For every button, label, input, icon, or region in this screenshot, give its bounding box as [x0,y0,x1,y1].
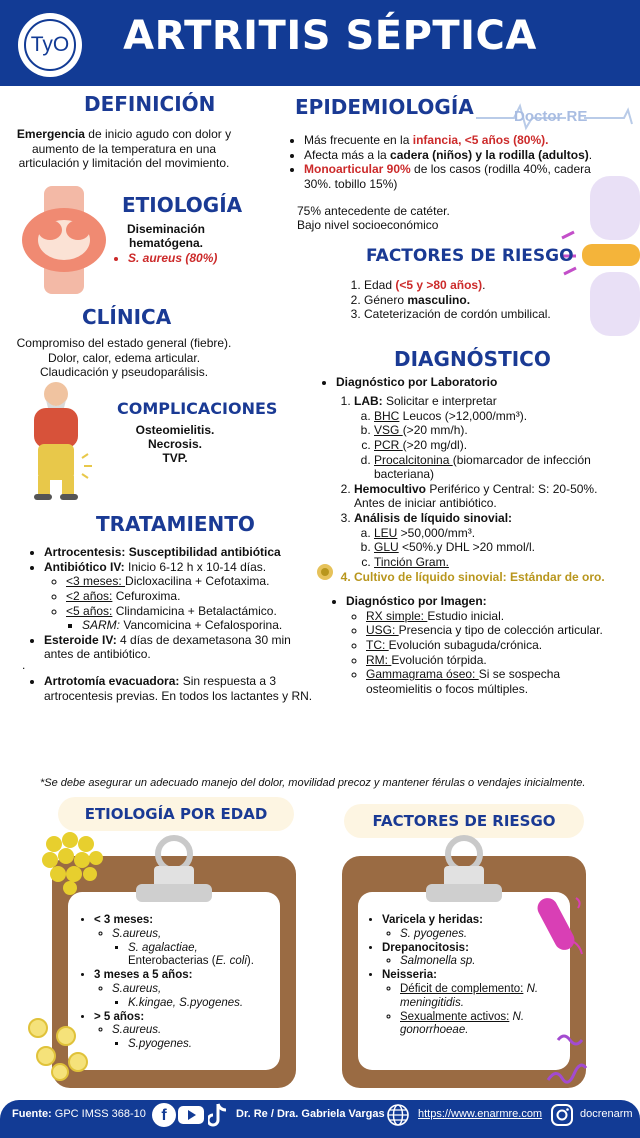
diagnostico-lab-steps [340,394,620,584]
list-item: ◦ Gammagrama óseo: Si se sospecha osteomielitis o focos múltiples. [366,667,628,696]
etiologia-title: ETIOLOGÍA [122,193,243,217]
list-item: 1. LAB: Solicitar e interpretar a. BHC Leucos (>12,000/mm³). b. VSG (>20 mm/h). c. PCR (>20 mg/dl). d. Procalcitonina (biomarcador de infección bacteriana) [354,394,620,482]
clipboard-clip-icon [132,832,216,906]
footnote: *Se debe asegurar un adecuado manejo del dolor, movilidad precoz y mantener férulas o vendajes inicialmente. [40,777,586,789]
list-item: • Diagnóstico por Laboratorio [336,375,622,390]
footer-authors: Dr. Re / Dra. Gabriela Vargas [236,1108,385,1120]
definicion-title: DEFINICIÓN [84,92,216,116]
list-item: ◦ TC: Evolución subaguda/crónica. [366,638,628,653]
complicaciones-item-1: Osteomielitis. [135,423,215,437]
list-item: 1. Edad (<5 y >80 años). [364,278,580,293]
complicaciones-title: COMPLICACIONES [117,399,278,418]
list-item: • Artrocentesis: Susceptibilidad antibiótica [44,545,318,560]
complicaciones-item-3: TVP. [162,451,188,465]
epidemiologia-note-1: 75% antecedente de catéter. [297,204,450,218]
epidemiologia-title: EPIDEMIOLOGÍA [295,95,474,119]
spirochete-icon [544,1030,590,1086]
etiologia-text-1: Diseminación [126,222,206,236]
logo-text: TyO [24,19,76,71]
factores2-title: FACTORES DE RIESGO [344,804,584,838]
list-item: • Más frecuente en la infancia, <5 años (80%). [304,133,612,148]
list-item: • Varicela y heridas: ◦ S. pyogenes. [382,914,568,942]
patient-illustration [20,378,100,502]
list-item: ◦ <3 meses: Dicloxacilina + Cefotaxima. [66,574,318,589]
tratamiento-title: TRATAMIENTO [96,512,255,536]
definicion-text: Emergencia de inicio agudo con dolor y aumento de la temperatura en una articulación y limitación del movimiento. [16,127,232,171]
list-item: 2. Género masculino. [364,293,580,308]
facebook-icon[interactable]: f [152,1103,176,1127]
list-item: • > 5 años: ◦ S.aureus. ▪ S.pyogenes. [94,1011,280,1052]
epidemiologia-note-2: Bajo nivel socioeconómico [297,218,439,232]
youtube-icon[interactable] [178,1106,204,1124]
list-item: ◦ RX simple: Estudio inicial. [366,609,628,624]
list-item: • Artrotomía evacuadora: Sin respuesta a 3 artrocentesis previas. En todos los lactantes y RN. [44,674,318,703]
list-item: ▪ S.pyogenes. [128,1038,280,1052]
diagnostico-title: DIAGNÓSTICO [394,347,551,371]
list-item: • Drepanocitosis: ◦ Salmonella sp. [382,942,568,970]
factores2-list [368,914,568,1038]
list-item: ◦ <5 años: Clindamicina + Betalactámico. ▪ SARM: Vancomicina + Cefalosporina. [66,604,318,633]
diagnostico-img-list [332,594,628,696]
list-item: ◦ <2 años: Cefuroxima. [66,589,318,604]
tratamiento-list-2 [30,674,318,703]
stray-dot: . [22,658,26,672]
list-item: • 3 meses a 5 años: ◦ S.aureus, ▪ K.kingae, S.pyogenes. [94,969,280,1010]
list-item: • Antibiótico IV: Inicio 6-12 h x 10-14 días. ◦ <3 meses: Dicloxacilina + Cefotaxima. ◦ <2 años: Cefuroxima. ◦ <5 años: Clindamicina + Betalactámico. ▪ SARM: Vancomicina + Cefalosporina. [44,560,318,633]
list-item: ◦ S.aureus, ▪ K.kingae, S.pyogenes. [112,983,280,1011]
clinica-text: Compromiso del estado general (fiebre). Dolor, calor, edema articular. Claudicación y pseudoparálisis. [16,336,232,380]
list-item: ◦ Sexualmente activos: N. gonorrhoeae. [400,1011,568,1039]
list-item: ◦ S.aureus, ▪ S. agalactiae, Enterobacterias (E. coli). [112,928,280,969]
list-item: ▪ K.kingae, S.pyogenes. [128,997,280,1011]
complicaciones-item-2: Necrosis. [147,437,203,451]
page-title: ARTRITIS SÉPTICA [123,13,537,59]
tratamiento-list [30,545,318,662]
list-item: b. GLU <50%.y DHL >20 mmol/l. [374,540,620,555]
list-item: • Esteroide IV: 4 días de dexametasona 30 min antes de antibiótico. [44,633,318,662]
list-item: 3. Análisis de líquido sinovial: a. LEU >50,000/mm³. b. GLU <50%.y DHL >20 mmol/l. c. Tinción Gram. [354,511,620,570]
list-item: ◦ S.aureus. ▪ S.pyogenes. [112,1024,280,1052]
clinica-title: CLÍNICA [82,305,172,329]
list-item: d. Procalcitonina (biomarcador de infección bacteriana) [374,453,620,482]
diagnostico-lab-list [322,375,622,390]
list-item: c. PCR (>20 mg/dl). [374,438,620,453]
list-item: • S. aureus (80%) [128,251,234,266]
list-item: 4. Cultivo de líquido sinovial: Estándar de oro. [354,570,620,585]
list-item: ▪ SARM: Vancomicina + Cefalosporina. [82,618,318,633]
instagram-icon[interactable] [550,1103,574,1127]
knee-joint-illustration [14,186,114,294]
list-item: • Diagnóstico por Imagen: ◦ RX simple: Estudio inicial. ◦ USG: Presencia y tipo de colección articular. ◦ TC: Evolución subaguda/crónica. ◦ RM: Evolución tórpida. ◦ Gammagrama óseo: Si se sospecha osteomielitis o focos múltiples. [346,594,628,696]
globe-icon [386,1103,410,1127]
list-item: 3. Cateterización de cordón umbilical. [364,307,580,322]
bacteria-cluster-icon [42,830,104,896]
watermark-text: Doctor RE [514,108,588,125]
footer-url-link[interactable]: https://www.enarmre.com [418,1108,543,1120]
list-item: c. Tinción Gram. [374,555,620,570]
list-item: • < 3 meses: ◦ S.aureus, ▪ S. agalactiae, Enterobacterias (E. coli). [94,914,280,969]
list-item: b. VSG (>20 mm/h). [374,423,620,438]
list-item: • Afecta más a la cadera (niños) y la rodilla (adultos). [304,148,612,163]
footer-handle: docrenarm [580,1108,633,1120]
list-item: ◦ Salmonella sp. [400,955,568,969]
factores-list [350,278,580,322]
list-item: ◦ USG: Presencia y tipo de colección articular. [366,623,628,638]
list-item: ◦ RM: Evolución tórpida. [366,653,628,668]
list-item: a. BHC Leucos (>12,000/mm³). [374,409,620,424]
list-item: ◦ S. pyogenes. [400,928,568,942]
list-item: • Monoarticular 90% de los casos (rodilla 40%, cadera 30%. tobillo 15%) [304,162,612,191]
list-item: • Neisseria: ◦ Déficit de complemento: N. meningitidis. ◦ Sexualmente activos: N. gonorrhoeae. [382,969,568,1038]
list-item: a. LEU >50,000/mm³. [374,526,620,541]
tiktok-icon[interactable] [208,1102,228,1128]
edad-title: ETIOLOGÍA POR EDAD [58,797,294,831]
footer-source: Fuente: GPC IMSS 368-10 [12,1108,146,1120]
list-item: ◦ Déficit de complemento: N. meningitidis. [400,983,568,1011]
clipboard-clip-icon-2 [422,832,506,906]
factores-title: FACTORES DE RIESGO [366,246,574,266]
gold-medal-icon [316,563,334,581]
etiologia-text-2: hematógena. [128,236,203,250]
list-item: ▪ S. agalactiae, Enterobacterias (E. coli). [128,942,280,970]
list-item: 2. Hemocultivo Periférico y Central: S: 20-50%. Antes de iniciar antibiótico. [354,482,620,511]
etiologia-list [114,251,234,266]
edad-list [80,914,280,1052]
